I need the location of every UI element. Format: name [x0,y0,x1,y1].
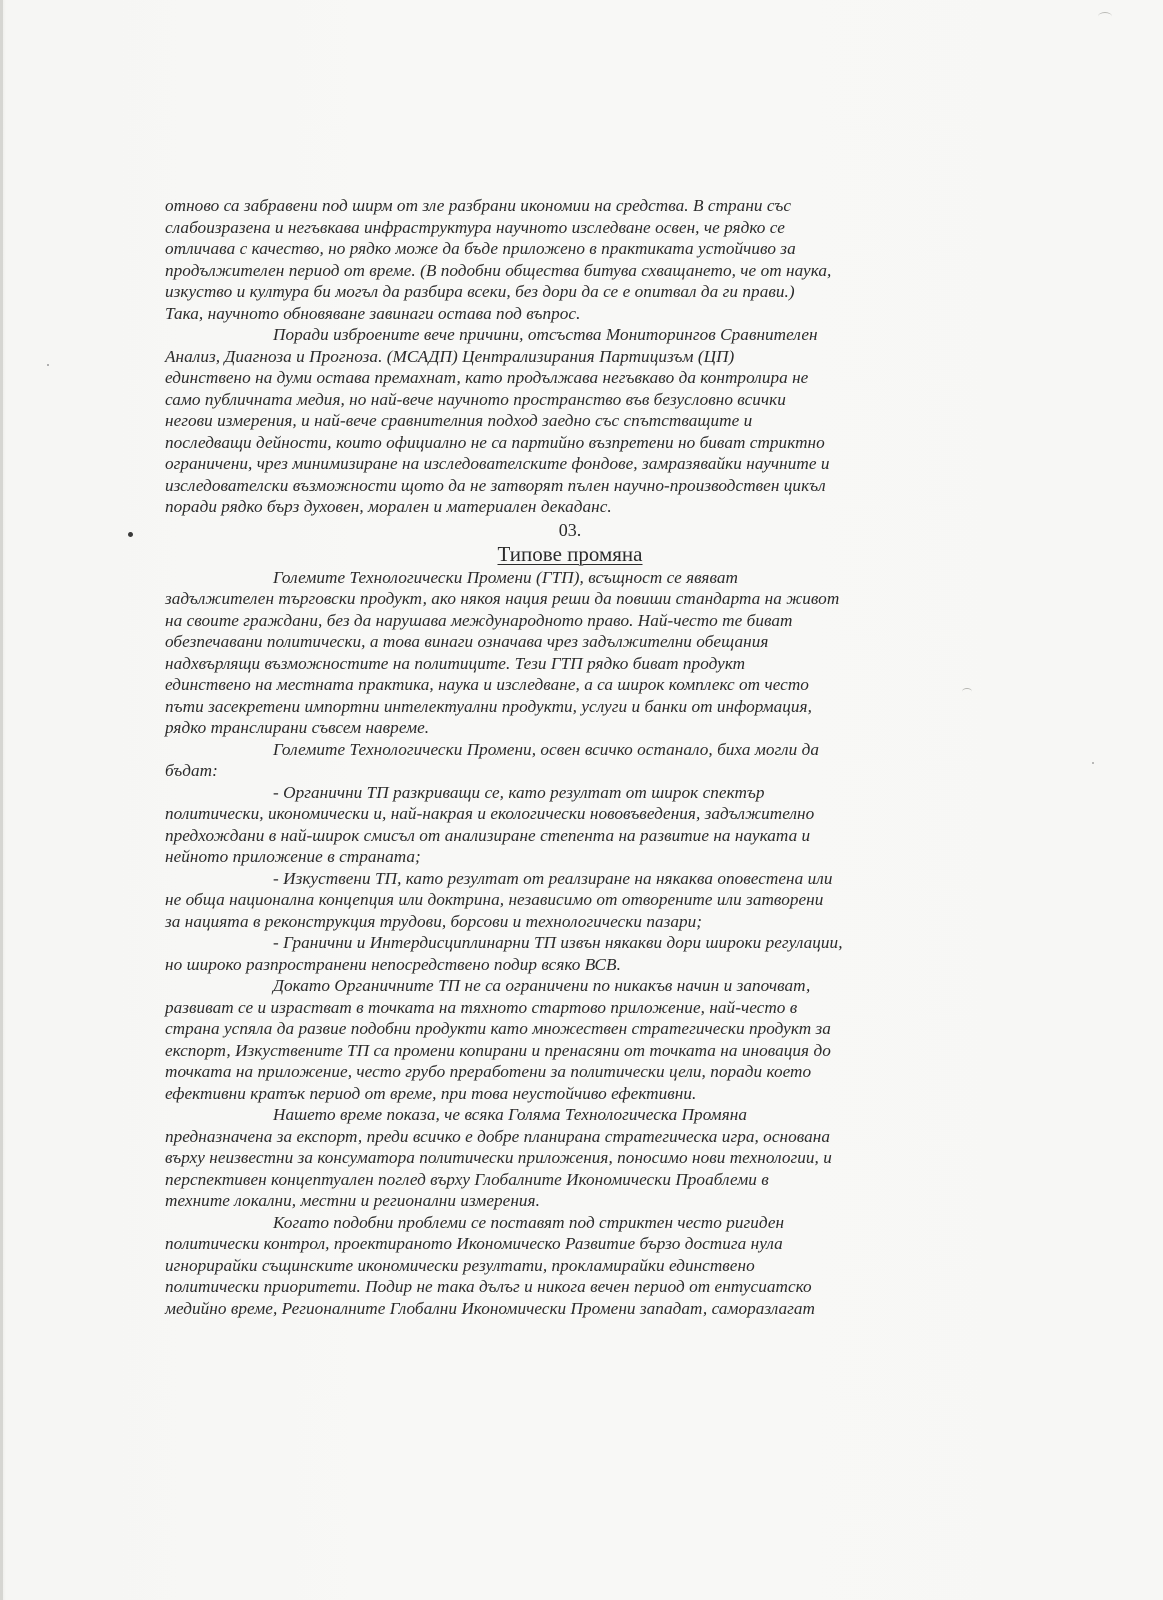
paragraph-line: последващи дейности, които официално не са партийно възпретени но биват стриктно [165,432,825,452]
paragraph-line: Когато подобни проблеми се поставят под стриктен често ригиден [273,1212,785,1232]
paragraph-line: Нашето време показа, че всяка Голяма Технологическа Промяна [273,1105,747,1124]
paragraph-line: негови измерения, и най-вече сравнителния подход заедно със спътстващите и [165,411,753,430]
paragraph-line: политически приоритети. Подир не така дълъг и никога вечен период от ентусиатско [165,1277,812,1296]
paragraph-line: ефективни кратък период от време, при това неустойчиво ефективни. [165,1083,697,1103]
paragraph-line: точката на приложение, често грубо преработени за политически цели, поради което [165,1062,812,1081]
paragraph-line: игнорирайки същинските икономически резултати, прокламирайки единствено [165,1255,755,1275]
paragraph-line: страна успяла да развие подобни продукти като множествен стратегически продукт за [165,1019,831,1038]
paragraph-line: изкуство и култура би могъл да разбира всеки, без дори да се е опитвал да ги прави.) [165,282,795,301]
paragraph-line: политически контрол, проектираното Икономическо Развитие бързо достига нула [165,1234,783,1253]
paragraph-line: задължителен търговски продукт, ако някоя нация реши да повиши стандарта на живот [165,589,840,608]
paragraph-line: медийно време, Регионалните Глобални Икономически Промени западат, саморазлагат [165,1298,815,1318]
paragraph-line: политически, икономически и, най-накрая и екологически нововъведения, задължително [165,804,815,823]
paragraph-line: Големите Технологически Промени (ГТП), всъщност се явяват [273,567,738,587]
paragraph-line: пъти засекретени импортни интелектуални продукти, услуги и банки от информация, [165,696,812,716]
paragraph-line: само публичната медия, но най-вече научното пространство във безусловно всички [165,389,786,409]
paragraph-line: изследователски възможности щото да не затворят пълен научно-производствен цикъл [165,475,826,495]
paragraph-line: за нацията в реконструкция трудови, борсови и технологически пазари; [165,911,703,931]
scan-speck [1092,762,1094,764]
scan-speck [128,532,133,537]
paragraph-line: не обща национална концепция или доктрина, независимо от отворените или затворени [165,890,824,909]
paragraph-line: върху неизвестни за консуматора политически приложения, поносимо нови технологии, и [165,1148,832,1167]
section-number: 03. [558,519,582,540]
list-item-line: - Изкуствени ТП, като резултат от реалзиране на някаква оповестена или [273,868,833,888]
paragraph-line: Анализ, Диагноза и Прогноза. (МСАДП) Централизирания Партицизъм (ЦП) [165,346,735,366]
section-title: Типове промяна [497,541,643,566]
paragraph-line: отличава с качество, но рядко може да бъде приложено в практиката устойчиво за [165,239,796,258]
paragraph-line: развиват се и израстват в точката на тяхното стартово приложение, най-често в [165,997,798,1017]
paragraph-line: поради рядко бърз духовен, морален и материален декаданс. [165,497,612,516]
scan-edge-shadow [0,0,3,1600]
paragraph-line: на своите граждани, без да нарушава международното право. Най-често те биват [165,610,793,630]
paragraph-line: единствено на местната практика, наука и изследване, а са широк комплекс от често [165,675,809,694]
paragraph-line: ограничени, чрез минимизиране на изследователските фондове, замразявайки научните и [165,454,830,473]
paragraph-line: единствено на думи остава премахнат, като продължава негъвкаво да контролира не [165,368,809,387]
paragraph-line: отново са забравени под ширм от зле разбрани икономии на средства. В страни със [165,196,791,215]
paragraph-line: Поради изброените вече причини, отсъства Мониторингов Сравнителен [273,325,818,344]
scan-mark [1098,12,1112,21]
paragraph-line: експорт, Изкуствените ТП са промени копирани и пренасяни от точката на иновация до [165,1040,831,1060]
paragraph-line: рядко транслирани съвсем навреме. [165,718,430,737]
document-body [165,195,975,1319]
paragraph-line: Големите Технологически Промени, освен всичко останало, биха могли да [273,739,819,759]
paragraph-line: предназначена за експорт, преди всичко е добре планирана стратегическа игра, основана [165,1126,830,1146]
paragraph-line: обезпечавани политически, а това винаги означава чрез задължителни обещания [165,632,769,651]
paragraph-line: продължителен период от време. (В подобни общества битува схващането, че от наука, [165,260,832,280]
paragraph-line: предхождани в най-широк смисъл от анализиране степента на развитие на науката и [165,825,811,845]
paragraph-line: техните локални, местни и регионални измерения. [165,1191,540,1210]
paragraph-line: надхвърлящи възможностите на политиците. Тези ГТП рядко биват продукт [165,653,746,673]
paragraph-line: Докато Органичните ТП не са ограничени по никакъв начин и започват, [273,976,811,995]
paragraph-line: слабоизразена и негъвкава инфраструктура научното изследване освен, че рядко се [165,217,785,237]
paragraph-line: но широко разпространени непосредствено подир всяко ВСВ. [165,954,621,974]
list-item-line: - Органични ТП разкриващи се, като резултат от широк спектър [273,782,765,802]
scan-speck [47,364,49,366]
paragraph-line: нейното приложение в страната; [165,847,421,866]
paragraph-line: Така, научното обновяване завинаги остава под въпрос. [165,303,581,323]
list-item-line: - Гранични и Интердисциплинарни ТП извън някакви дори широки регулации, [273,933,843,952]
paragraph-line: бъдат: [165,761,218,780]
paragraph-line: перспективен концептуален поглед върху Глобалните Икономически Проаблеми в [165,1169,769,1189]
